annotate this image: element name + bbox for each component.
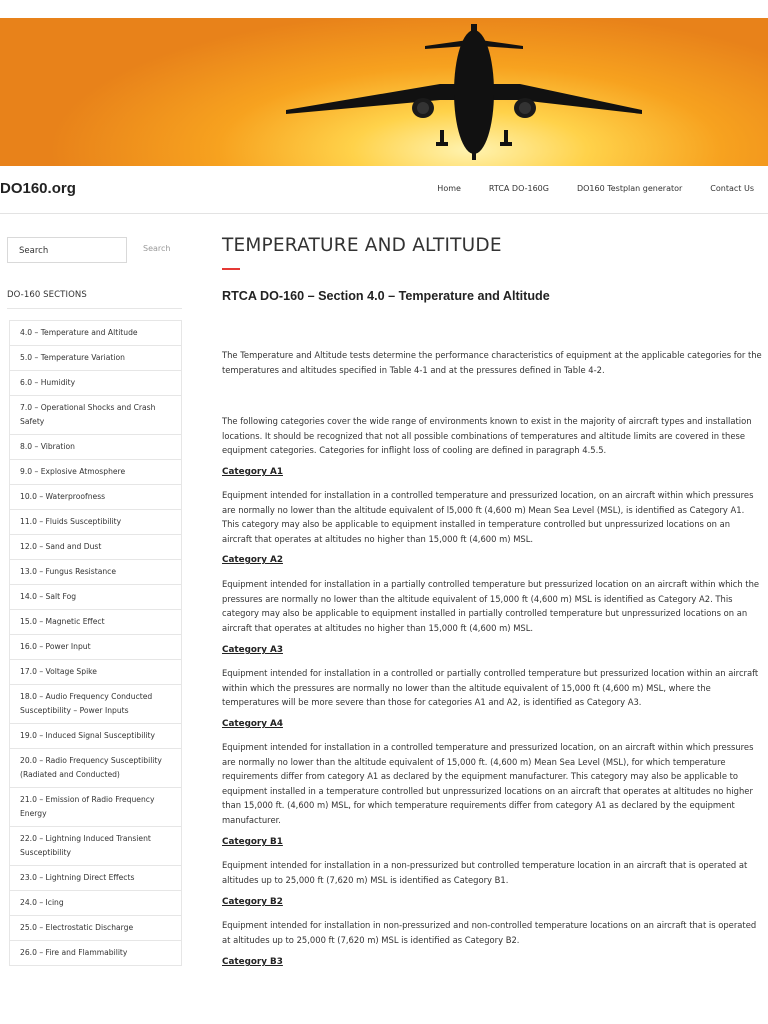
nav-home[interactable]: Home	[437, 184, 461, 193]
category-b1-title: Category B1	[222, 837, 283, 847]
section-item-9[interactable]: 9.0 – Explosive Atmosphere	[10, 460, 181, 485]
search-input[interactable]	[8, 239, 126, 263]
section-item-13[interactable]: 13.0 – Fungus Resistance	[10, 560, 181, 585]
category-b2-text: Equipment intended for installation in non-pressurized and non-controlled temperature locations on an aircraft that is operated at altitudes up to 25,000 ft (7,620 m) MSL is identified as Category B2.	[222, 920, 757, 945]
section-item-19[interactable]: 19.0 – Induced Signal Susceptibility	[10, 724, 181, 749]
section-item-25[interactable]: 25.0 – Electrostatic Discharge	[10, 916, 181, 941]
categories-intro-paragraph: The following categories cover the wide range of environments known to exist in the majority of aircraft types and installation locations. It should be recognized that not all possible combinations of temperatures and altitude limits are covered in these equipment categories. Categories for inflight loss of cooling are defined in paragraph 4.5.5.	[222, 416, 752, 456]
nav-rtca-do160g[interactable]: RTCA DO-160G	[488, 184, 549, 193]
section-item-7[interactable]: 7.0 – Operational Shocks and Crash Safety	[10, 396, 181, 435]
section-item-17[interactable]: 17.0 – Voltage Spike	[10, 660, 181, 685]
category-a2-text: Equipment intended for installation in a partially controlled temperature but pressurized location on an aircraft within which the pressures are normally no lower than the altitude equivalent of 15,000 ft (4,600 m) MSL is identified as Category A2. This category may also be applicable to equipment installed in partially controlled temperature but unpressurized locations on an aircraft that operates at altitudes no higher than 15,000 ft (4,600 m) MSL.	[222, 579, 760, 633]
category-a1-text: Equipment intended for installation in a controlled temperature and pressurized location, on an aircraft within which pressures are normally no lower than the altitude equivalent of l5,000 ft (4,600 m) Mean Sea Level (MSL), is identified as Category A1. This category may also be applicable to equipment installed in temperature controlled but unpressurized locations on an aircraft that operates at altitudes no higher than 15,000 ft (4,600 m) MSL.	[222, 490, 754, 544]
category-a4-text: Equipment intended for installation in a controlled temperature and pressurized location, on an aircraft within which pressures are normally no lower than the altitude equivalent of 15,000 ft. (4,600 m) Mean Sea Level (MSL), for which temperature requirements differ from category A1 as declared by the equipment manufacturer. This category may also be applicable to equipment installed in a temperature controlled but unpressurized locations on an aircraft that operates at altitudes no higher than 15,000 ft. (4,600 m) MSL, for which temperature requirements differ from category A1 as declared by the equipment manufacturer.	[222, 742, 754, 825]
category-b2-title: Category B2	[222, 897, 283, 907]
section-item-24[interactable]: 24.0 – Icing	[10, 891, 181, 916]
site-header	[0, 166, 768, 214]
site-logo[interactable]: DO160.org	[0, 180, 76, 197]
category-a2-title: Category A2	[222, 555, 283, 565]
article-heading: RTCA DO-160 – Section 4.0 – Temperature and Altitude	[222, 289, 550, 303]
title-accent-bar	[222, 268, 240, 270]
section-item-12[interactable]: 12.0 – Sand and Dust	[10, 535, 181, 560]
sections-title: DO-160 SECTIONS	[7, 290, 87, 300]
section-item-20[interactable]: 20.0 – Radio Frequency Susceptibility (Radiated and Conducted)	[10, 749, 181, 788]
section-item-11[interactable]: 11.0 – Fluids Susceptibility	[10, 510, 181, 535]
section-item-14[interactable]: 14.0 – Salt Fog	[10, 585, 181, 610]
section-item-18[interactable]: 18.0 – Audio Frequency Conducted Susceptibility – Power Inputs	[10, 685, 181, 724]
category-b3-title: Category B3	[222, 957, 283, 967]
section-item-22[interactable]: 22.0 – Lightning Induced Transient Susceptibility	[10, 827, 181, 866]
category-a3-title: Category A3	[222, 645, 283, 655]
divider	[7, 308, 182, 309]
section-item-6[interactable]: 6.0 – Humidity	[10, 371, 181, 396]
section-item-21[interactable]: 21.0 – Emission of Radio Frequency Energy	[10, 788, 181, 827]
category-a1-title: Category A1	[222, 467, 283, 477]
section-item-5[interactable]: 5.0 – Temperature Variation	[10, 346, 181, 371]
section-item-23[interactable]: 23.0 – Lightning Direct Effects	[10, 866, 181, 891]
hero-banner	[0, 0, 768, 166]
nav-testplan-generator[interactable]: DO160 Testplan generator	[576, 184, 683, 193]
section-item-15[interactable]: 15.0 – Magnetic Effect	[10, 610, 181, 635]
category-b1-text: Equipment intended for installation in a non-pressurized but controlled temperature location in an aircraft that is operated at altitudes up to 25,000 ft (7,620 m) MSL is identified as Category B1.	[222, 860, 748, 885]
category-a3-text: Equipment intended for installation in a controlled or partially controlled temperature but pressurized location within an aircraft within which the pressures are normally no lower than the altitude equivalent of 15,000 ft (4,600 m) MSL, where the temperatures will be more severe than those for categories A1 and A2, is identified as Category A3.	[222, 668, 759, 708]
search-button[interactable]: Search	[143, 244, 171, 253]
nav-contact-us[interactable]: Contact Us	[710, 184, 754, 193]
search-field-wrapper	[7, 237, 127, 263]
main-nav	[409, 184, 754, 193]
section-item-8[interactable]: 8.0 – Vibration	[10, 435, 181, 460]
section-item-26[interactable]: 26.0 – Fire and Flammability	[10, 941, 181, 966]
intro-paragraph: The Temperature and Altitude tests determine the performance characteristics of equipment at the applicable categories for the temperatures and altitudes specified in Table 4-1 and at the pressures defined in Table 4-2.	[222, 350, 762, 375]
section-item-10[interactable]: 10.0 – Waterproofness	[10, 485, 181, 510]
section-item-4[interactable]: 4.0 – Temperature and Altitude	[10, 321, 181, 346]
page-title: TEMPERATURE AND ALTITUDE	[222, 235, 502, 256]
airplane-icon	[0, 0, 768, 166]
section-item-16[interactable]: 16.0 – Power Input	[10, 635, 181, 660]
section-list	[9, 320, 182, 966]
category-a4-title: Category A4	[222, 719, 283, 729]
